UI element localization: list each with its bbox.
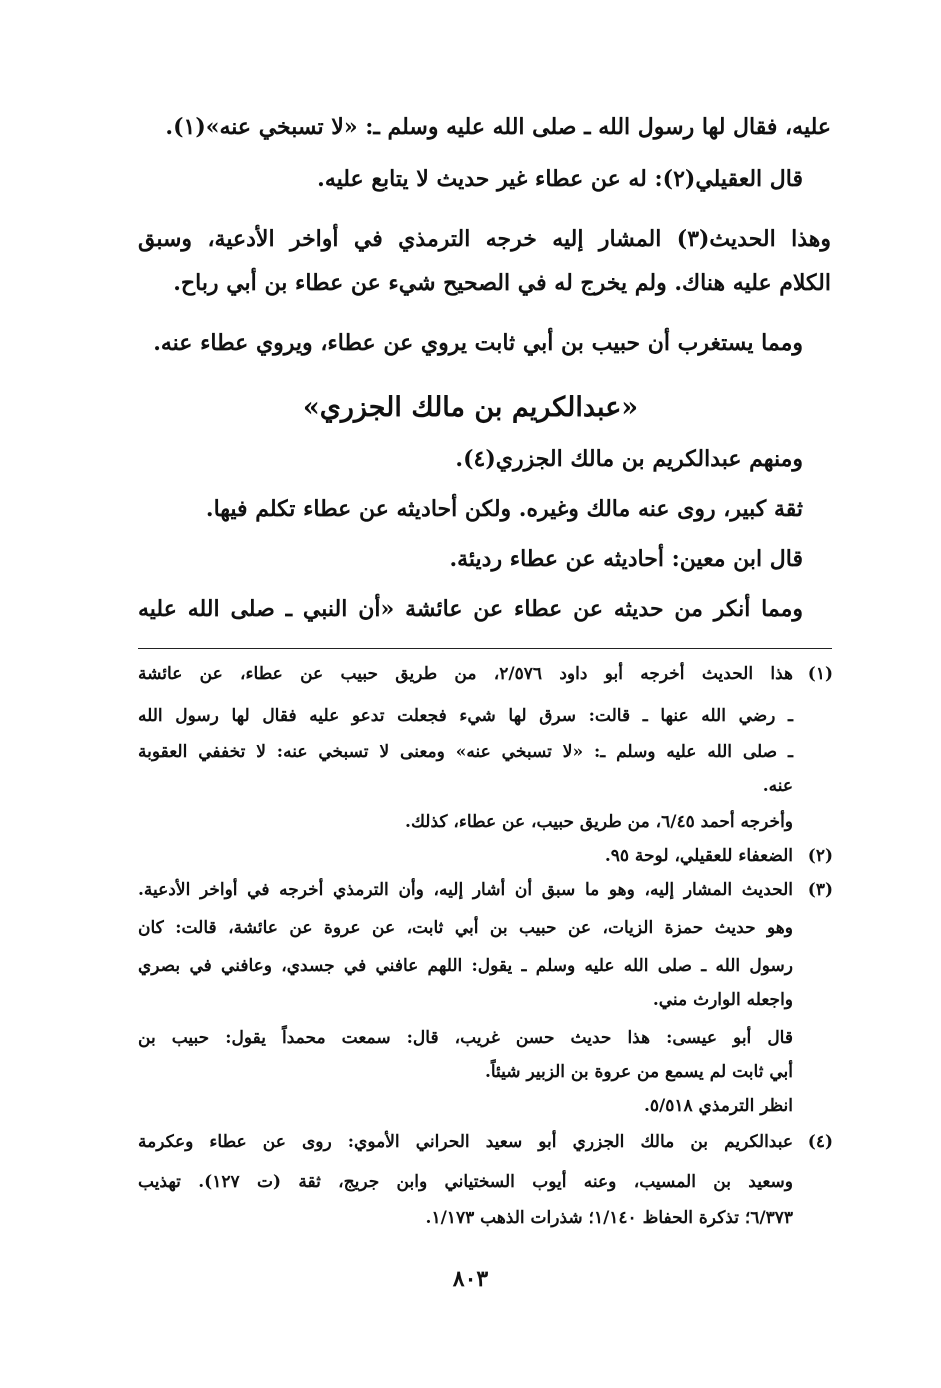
footnote-number: (٢) bbox=[807, 846, 833, 866]
footnote-line: قال أبو عيسى: هذا حديث حسن غريب، قال: سمعت محمداً يقول: حبيب بن bbox=[138, 1028, 793, 1048]
footnote-number: (٤) bbox=[807, 1132, 833, 1152]
footnote-line: عبدالكريم بن مالك الجزري أبو سعيد الحراني الأموي: روى عن عطاء وعكرمة bbox=[138, 1132, 793, 1152]
body-line: ومما يستغرب أن حبيب بن أبي ثابت يروي عن عطاء، ويروي عطاء عنه. bbox=[153, 330, 803, 356]
footnote-number: (١) bbox=[807, 664, 833, 684]
footnote-line: هذا الحديث أخرجه أبو داود ٢/٥٧٦، من طريق حبيب عن عطاء، عن عائشة bbox=[138, 664, 793, 684]
footnote-line: عنه. bbox=[762, 776, 793, 796]
footnote-line: الحديث المشار إليه، وهو ما سبق أن أشار إليه، وأن الترمذي أخرجه في أواخر الأدعية. bbox=[138, 880, 793, 900]
footnote-line: ـ صلى الله عليه وسلم ـ: «لا تسبخي عنه» ومعنى لا تسبخي عنه: لا تخففي العقوبة bbox=[138, 742, 793, 762]
body-line: وهذا الحديث(٣) المشار إليه خرجه الترمذي في أواخر الأدعية، وسبق bbox=[138, 226, 831, 252]
section-heading: «عبدالكريم بن مالك الجزري» bbox=[302, 392, 639, 423]
footnote-number: (٣) bbox=[807, 880, 833, 900]
footnote-line: وسعيد بن المسيب، وعنه أيوب السختياني وابن جريج، ثقة (ت ١٢٧). تهذيب bbox=[138, 1172, 793, 1192]
body-line: ثقة كبير، روى عنه مالك وغيره. ولكن أحاديثه عن عطاء تكلم فيها. bbox=[205, 496, 803, 522]
body-line: الكلام عليه هناك. ولم يخرج له في الصحيح شيء عن عطاء بن أبي رباح. bbox=[173, 270, 831, 296]
footnote-line: وأخرجه أحمد ٦/٤٥، من طريق حبيب، عن عطاء، كذلك. bbox=[405, 812, 793, 832]
footnote-line: الضعفاء للعقيلي، لوحة ٩٥. bbox=[604, 846, 793, 866]
footnote-line: رسول الله ـ صلى الله عليه وسلم ـ يقول: اللهم عافني في جسدي، وعافني في بصري bbox=[138, 956, 793, 976]
body-line: ومنهم عبدالكريم بن مالك الجزري(٤). bbox=[455, 446, 803, 472]
body-line: ومما أنكر من حديثه عن عطاء عن عائشة «أن النبي ـ صلى الله عليه bbox=[138, 596, 803, 622]
footnote-line: ٦/٣٧٣؛ تذكرة الحفاظ ١/١٤٠؛ شذرات الذهب ١/١٧٣. bbox=[425, 1208, 793, 1228]
page-number: ٨٠٣ bbox=[452, 1266, 489, 1292]
footnote-line: واجعله الوارث مني. bbox=[652, 990, 793, 1010]
footnote-line: انظر الترمذي ٥/٥١٨. bbox=[643, 1096, 793, 1116]
footnote-separator bbox=[138, 648, 832, 649]
footnote-line: وهو حديث حمزة الزيات، عن حبيب بن أبي ثابت، عن عروة عن عائشة، قالت: كان bbox=[138, 918, 793, 938]
body-line: قال ابن معين: أحاديثه عن عطاء رديئة. bbox=[449, 546, 803, 572]
footnote-line: أبي ثابت لم يسمع من عروة بن الزبير شيئاً. bbox=[484, 1062, 793, 1082]
body-line: عليه، فقال لها رسول الله ـ صلى الله عليه وسلم ـ: «لا تسبخي عنه»(١). bbox=[165, 114, 831, 140]
body-line: قال العقيلي(٢): له عن عطاء غير حديث لا يتابع عليه. bbox=[317, 166, 803, 192]
footnote-line: ـ رضي الله عنها ـ قالت: سرق لها شيء فجعلت تدعو عليه فقال لها رسول الله bbox=[138, 706, 793, 726]
